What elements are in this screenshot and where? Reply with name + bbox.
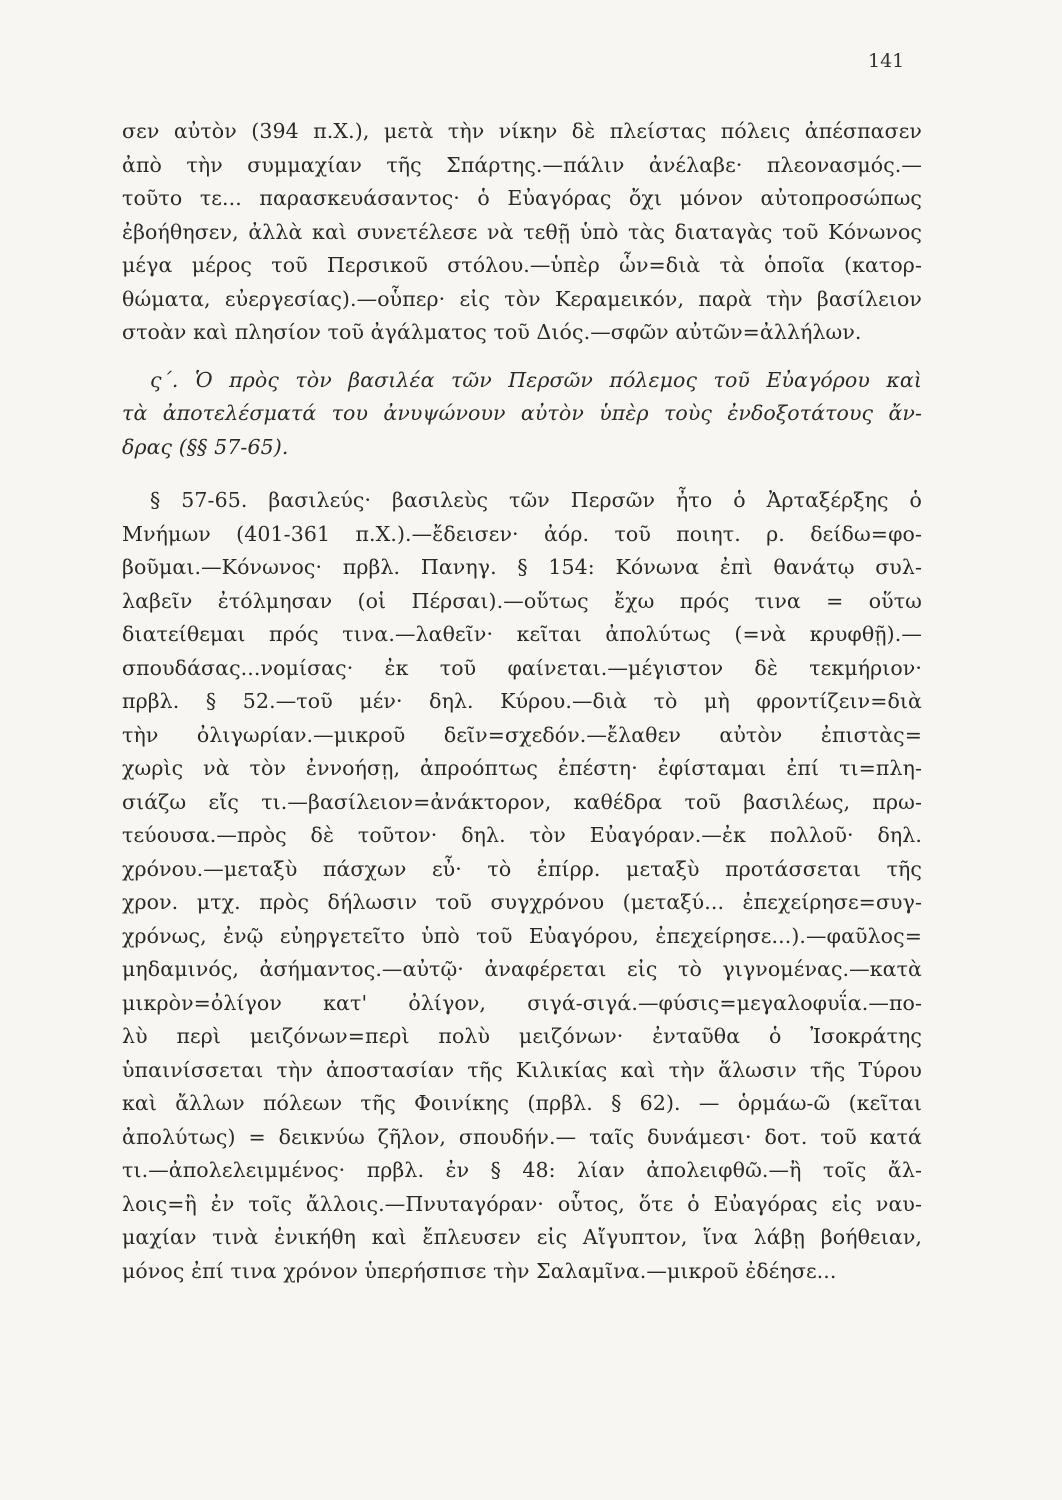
text-line: μικρὸν=ὀλίγον κατ' ὀλίγον, σιγά-σιγά.—φύσις=μεγαλοφυΐα.—πο- <box>122 990 922 1015</box>
text-line: τι.—ἀπολελειμμένος· πρβλ. ἐν § 48: λίαν ἀπολειφθῶ.—ἢ τοῖς ἄλ- <box>122 1158 922 1182</box>
text-line: μηδαμινός, ἀσήμαντος.—αὐτῷ· ἀναφέρεται εἰς τὸ γιγνομένας.—κατὰ <box>122 957 922 981</box>
text-line: χρον. μτχ. πρὸς δήλωσιν τοῦ συγχρόνου (μεταξύ... ἐπεχείρησε=συγ- <box>122 890 922 914</box>
text-line: διατείθεμαι πρός τινα.—λαθεῖν· κεῖται ἀπολύτως (=νὰ κρυφθῇ).— <box>122 622 922 646</box>
summary-line: δρας (§§ 57-65). <box>122 434 289 459</box>
text-line: πρβλ. § 52.—τοῦ μέν· δηλ. Κύρου.—διὰ τὸ μὴ φροντίζειν=διὰ <box>122 689 922 713</box>
text-line: λὺ περὶ μειζόνων=περὶ πολὺ μειζόνων· ἐνταῦθα ὁ Ἰσοκράτης <box>122 1024 922 1048</box>
page-number: 141 <box>868 50 905 72</box>
commentary-block-2 <box>122 484 922 1288</box>
text-line: § 57-65. βασιλεύς· βασιλεὺς τῶν Περσῶν ἦτο ὁ Ἀρταξέρξης ὁ <box>150 488 922 512</box>
text-line: λαβεῖν ἐτόλμησαν (οἱ Πέρσαι).—οὕτως ἔχω πρός τινα = οὕτω <box>122 588 922 613</box>
text-line: τεύουσα.—πρὸς δὲ τοῦτον· δηλ. τὸν Εὐαγόραν.—ἐκ πολλοῦ· δηλ. <box>122 823 922 847</box>
text-line: στοὰν καὶ πλησίον τοῦ ἀγάλματος τοῦ Διός.—σφῶν αὐτῶν=ἀλλήλων. <box>122 320 862 344</box>
text-line: χρόνως, ἐνῷ εὐηργετεῖτο ὑπὸ τοῦ Εὐαγόρου, ἐπεχείρησε...).—φαῦλος= <box>122 923 922 948</box>
summary-line: τὰ ἀποτελέσματά του ἀνυψώνουν αὐτὸν ὑπὲρ τοὺς ἐνδοξοτάτους ἄν- <box>122 401 922 425</box>
text-line: ἀπὸ τὴν συμμαχίαν τῆς Σπάρτης.—πάλιν ἀνέλαβε· πλεονασμός.— <box>122 152 922 177</box>
summary-line: ς΄. Ὁ πρὸς τὸν βασιλέα τῶν Περσῶν πόλεμος τοῦ Εὐαγόρου καὶ <box>150 367 922 392</box>
text-line: σεν αὐτὸν (394 π.Χ.), μετὰ τὴν νίκην δὲ πλείστας πόλεις ἀπέσπασεν <box>122 119 922 143</box>
page-text <box>122 115 922 1288</box>
text-line: χρόνου.—μεταξὺ πάσχων εὖ· τὸ ἐπίρρ. μεταξὺ προτάσσεται τῆς <box>122 856 922 881</box>
spacer <box>122 464 922 484</box>
text-line: βοῦμαι.—Κόνωνος· πρβλ. Πανηγ. § 154: Κόνωνα ἐπὶ θανάτῳ συλ- <box>122 555 922 579</box>
spacer <box>122 350 922 364</box>
commentary-block-1 <box>122 115 922 350</box>
text-line: χωρὶς νὰ τὸν ἐννοήσῃ, ἀπροόπτως ἐπέστη· ἐφίσταμαι ἐπί τι=πλη- <box>122 756 922 780</box>
text-line: Μνήμων (401-361 π.Χ.).—ἔδεισεν· ἀόρ. τοῦ ποιητ. ρ. δείδω=φο- <box>122 521 922 546</box>
text-line: τὴν ὀλιγωρίαν.—μικροῦ δεῖν=σχεδόν.—ἔλαθεν αὐτὸν ἐπιστὰς= <box>122 722 922 747</box>
text-line: μόνος ἐπί τινα χρόνον ὑπερήσπισε τὴν Σαλαμῖνα.—μικροῦ ἐδέησε... <box>122 1258 837 1283</box>
text-line: ἀπολύτως) = δεικνύω ζῆλον, σπουδήν.— ταῖς δυνάμεσι· δοτ. τοῦ κατά <box>122 1124 922 1149</box>
text-line: μέγα μέρος τοῦ Περσικοῦ στόλου.—ὑπὲρ ὧν=διὰ τὰ ὁποῖα (κατορ- <box>122 253 922 277</box>
text-line: λοις=ἢ ἐν τοῖς ἄλλοις.—Πνυταγόραν· οὗτος, ὅτε ὁ Εὐαγόρας εἰς ναυ- <box>122 1191 922 1216</box>
section-summary <box>122 364 922 465</box>
text-line: μαχίαν τινὰ ἐνικήθη καὶ ἔπλευσεν εἰς Αἴγυπτον, ἵνα λάβῃ βοήθειαν, <box>122 1225 922 1249</box>
text-line: σιάζω εἴς τι.—βασίλειον=ἀνάκτορον, καθέδρα τοῦ βασιλέως, πρω- <box>122 789 922 814</box>
text-line: ἐβοήθησεν, ἀλλὰ καὶ συνετέλεσε νὰ τεθῇ ὑπὸ τὰς διαταγὰς τοῦ Κόνωνος <box>122 219 922 244</box>
text-line: σπουδάσας...νομίσας· ἐκ τοῦ φαίνεται.—μέγιστον δὲ τεκμήριον· <box>122 655 922 680</box>
text-line: θώματα, εὐεργεσίας).—οὗπερ· εἰς τὸν Κεραμεικόν, παρὰ τὴν βασίλειον <box>122 286 922 311</box>
text-line: ὑπαινίσσεται τὴν ἀποστασίαν τῆς Κιλικίας καὶ τὴν ἅλωσιν τῆς Τύρου <box>122 1057 922 1082</box>
text-line: τοῦτο τε... παρασκευάσαντος· ὁ Εὐαγόρας ὄχι μόνον αὐτοπροσώπως <box>122 186 922 210</box>
text-line: καὶ ἄλλων πόλεων τῆς Φοινίκης (πρβλ. § 62). — ὁρμάω-ῶ (κεῖται <box>122 1091 922 1115</box>
